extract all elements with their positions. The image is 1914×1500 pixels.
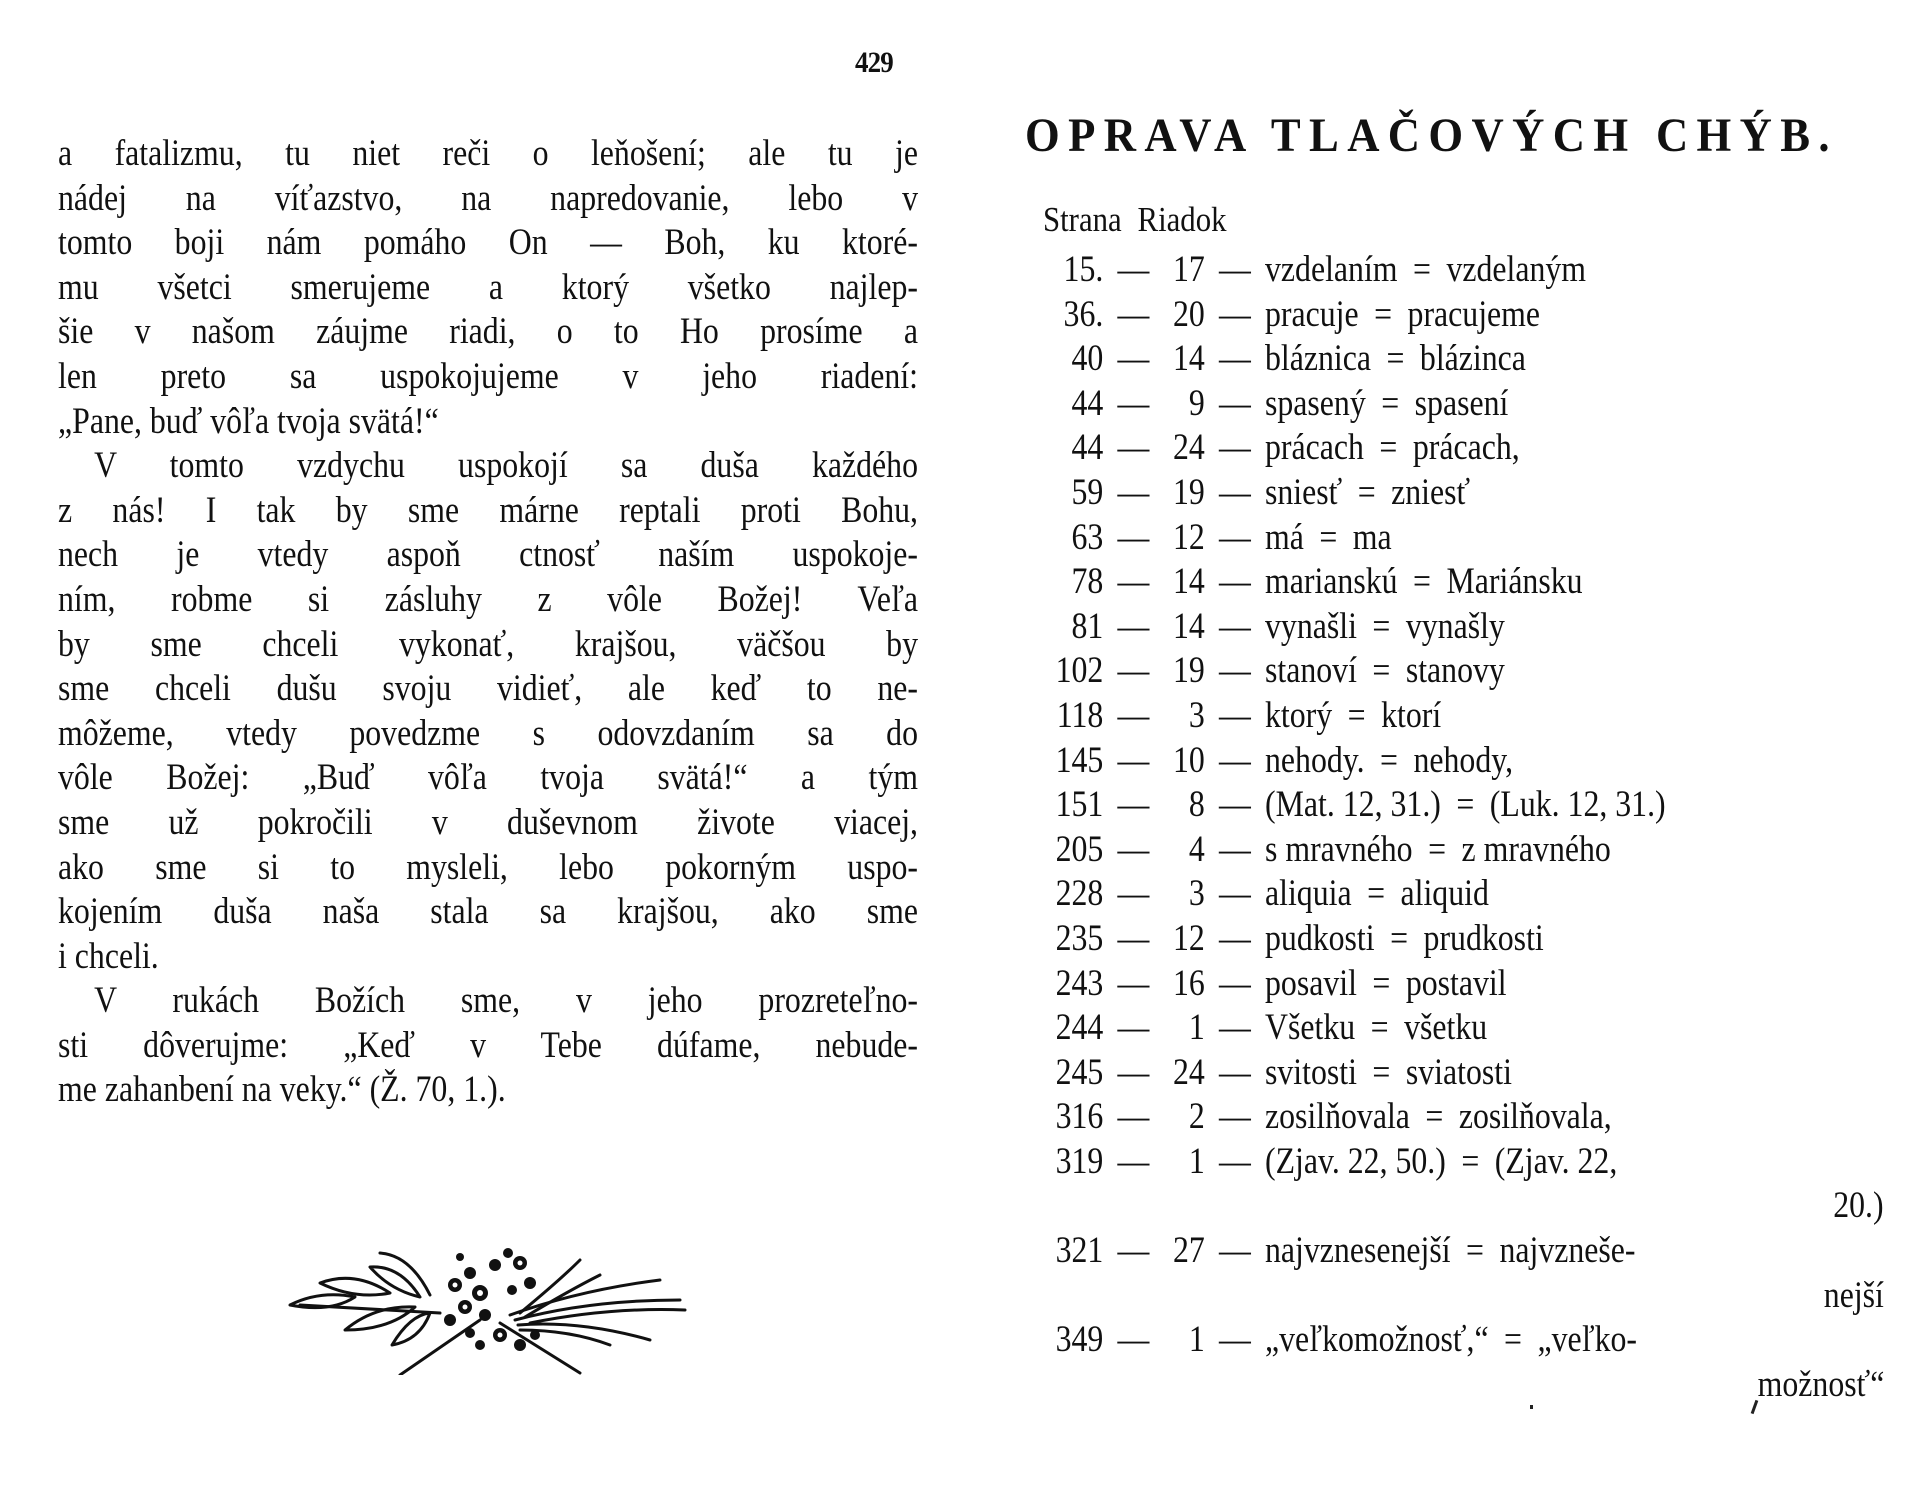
errata-correct-text: aliquid xyxy=(1400,873,1489,915)
errata-correct-text: prácach, xyxy=(1412,427,1520,469)
equals-sign: = xyxy=(1413,249,1431,290)
errata-row xyxy=(1050,1140,1890,1185)
errata-line-number: 4 xyxy=(1188,828,1205,870)
text-line: tomto boji nám pomáho On — Boh, ku ktoré- xyxy=(58,222,918,264)
errata-correct-text: „veľko- xyxy=(1537,1319,1637,1361)
errata-page-number: 205 xyxy=(1055,828,1104,870)
equals-sign: = xyxy=(1428,828,1447,870)
text-line: nech je vtedy aspoň ctnosť naším uspokoje- xyxy=(58,534,918,576)
separator-dash: — xyxy=(1218,382,1251,424)
errata-wrong-text: aliquia xyxy=(1265,873,1352,915)
text-line: V tomto vzdychu uspokojí sa duša každého xyxy=(94,445,918,487)
errata-line-number: 16 xyxy=(1172,962,1205,1004)
separator-dash: — xyxy=(1117,427,1150,469)
separator-dash: — xyxy=(1117,962,1150,1004)
errata-correct-text: Mariánsku xyxy=(1446,561,1583,603)
errata-line-number: 14 xyxy=(1172,605,1205,647)
separator-dash: — xyxy=(1218,1319,1251,1361)
separator-dash: — xyxy=(1218,739,1251,781)
errata-correct-text: vynašly xyxy=(1405,605,1505,647)
text-line: šie v našom záujme riadi, o to Ho prosíme a xyxy=(58,311,918,353)
errata-line-number: 1 xyxy=(1188,1007,1205,1049)
errata-page-number: 102 xyxy=(1055,650,1104,692)
errata-continuation-line xyxy=(1050,1363,1890,1408)
errata-wrong-text: má xyxy=(1265,516,1304,558)
errata-row xyxy=(1050,605,1890,650)
errata-line-number: 1 xyxy=(1188,1319,1205,1361)
separator-dash: — xyxy=(1218,1230,1251,1272)
equals-sign: = xyxy=(1372,962,1391,1004)
floral-ornament-icon xyxy=(280,1235,700,1375)
errata-correct-text: zniesť xyxy=(1391,471,1471,513)
separator-dash: — xyxy=(1117,694,1150,736)
text-line: ním, robme si zásluhy z vôle Božej! Veľa xyxy=(58,578,918,620)
errata-wrong-text: pracuje xyxy=(1265,293,1359,335)
separator-dash: — xyxy=(1117,1051,1150,1093)
errata-page-number: 145 xyxy=(1055,739,1104,781)
errata-row xyxy=(1050,1006,1890,1051)
errata-line-number: 9 xyxy=(1188,382,1205,424)
text-line: môžeme, vtedy povedzme s odovzdaním sa do xyxy=(58,712,918,754)
errata-page-number: 319 xyxy=(1055,1140,1104,1182)
errata-line-number: 2 xyxy=(1188,1096,1205,1138)
equals-sign: = xyxy=(1319,516,1338,558)
text-line: sme chceli dušu svoju vidieť, ale keď to ne- xyxy=(58,668,918,710)
errata-row xyxy=(1050,739,1890,784)
errata-page-number: 59 xyxy=(1071,471,1104,513)
page-number: 429 xyxy=(855,46,893,79)
errata-page-number: 349 xyxy=(1055,1319,1104,1361)
errata-row xyxy=(1050,917,1890,962)
errata-row xyxy=(1050,471,1890,516)
separator-dash: — xyxy=(1117,1140,1150,1182)
equals-sign: = xyxy=(1372,650,1391,692)
equals-sign: = xyxy=(1386,338,1405,380)
separator-dash: — xyxy=(1117,1319,1150,1361)
separator-dash: — xyxy=(1218,1007,1251,1049)
separator-dash: — xyxy=(1117,1230,1150,1272)
errata-continuation-line xyxy=(1050,1184,1890,1229)
equals-sign: = xyxy=(1372,605,1391,647)
errata-page-number: 321 xyxy=(1055,1230,1104,1272)
errata-page-number: 243 xyxy=(1055,962,1104,1004)
print-speck xyxy=(1530,1405,1533,1409)
column-header-line: Riadok xyxy=(1137,200,1227,239)
errata-row xyxy=(1050,872,1890,917)
errata-correct-text-continued: nejší xyxy=(1823,1274,1884,1316)
separator-dash: — xyxy=(1218,561,1251,603)
text-line: ako sme si to mysleli, lebo pokorným uspo- xyxy=(58,846,918,888)
separator-dash: — xyxy=(1218,293,1251,335)
errata-line-number: 14 xyxy=(1172,561,1205,603)
separator-dash: — xyxy=(1117,1096,1150,1138)
errata-row xyxy=(1050,783,1890,828)
errata-row xyxy=(1050,1051,1890,1096)
errata-correct-text-continued: možnosť“ xyxy=(1757,1363,1884,1405)
errata-line-number: 24 xyxy=(1172,1051,1205,1093)
text-line: z nás! I tak by sme márne reptali proti Bohu, xyxy=(58,489,918,531)
errata-page-number: 81 xyxy=(1071,605,1104,647)
separator-dash: — xyxy=(1218,784,1251,826)
text-line: nádej na víťazstvo, na napredovanie, lebo v xyxy=(58,177,918,219)
equals-sign: = xyxy=(1413,561,1431,603)
errata-row xyxy=(1050,293,1890,338)
errata-row xyxy=(1050,828,1890,873)
separator-dash: — xyxy=(1117,917,1150,959)
equals-sign: = xyxy=(1379,427,1398,469)
errata-correct-text: sviatosti xyxy=(1405,1051,1512,1093)
errata-page-number: 44 xyxy=(1071,427,1104,469)
errata-line-number: 3 xyxy=(1188,873,1205,915)
separator-dash: — xyxy=(1218,650,1251,692)
errata-page-number: 245 xyxy=(1055,1051,1104,1093)
separator-dash: — xyxy=(1117,828,1150,870)
errata-row xyxy=(1050,649,1890,694)
errata-row xyxy=(1050,962,1890,1007)
equals-sign: = xyxy=(1372,1051,1391,1093)
errata-wrong-text: posavil xyxy=(1265,962,1357,1004)
errata-line-number: 12 xyxy=(1172,516,1205,558)
text-line: kojením duša naša stala sa krajšou, ako sme xyxy=(58,891,918,933)
errata-wrong-text: vzdelaním xyxy=(1265,249,1398,290)
separator-dash: — xyxy=(1218,873,1251,915)
errata-correct-text: blázinca xyxy=(1419,338,1526,380)
errata-correct-text: stanovy xyxy=(1405,650,1505,692)
errata-line-number: 3 xyxy=(1188,694,1205,736)
errata-line-number: 19 xyxy=(1172,650,1205,692)
errata-correct-text: najvzneše- xyxy=(1499,1230,1636,1272)
errata-correct-text: všetku xyxy=(1404,1007,1488,1049)
errata-wrong-text: nehody. xyxy=(1265,739,1365,781)
errata-page-number: 36. xyxy=(1063,293,1104,335)
errata-wrong-text: ktorý xyxy=(1265,694,1333,736)
errata-row xyxy=(1050,1095,1890,1140)
separator-dash: — xyxy=(1218,694,1251,736)
errata-line-number: 1 xyxy=(1188,1140,1205,1182)
errata-row xyxy=(1050,1318,1890,1363)
errata-correct-text: spasení xyxy=(1414,382,1509,424)
errata-wrong-text: spasený xyxy=(1265,382,1366,424)
equals-sign: = xyxy=(1367,873,1386,915)
errata-wrong-text: prácach xyxy=(1265,427,1364,469)
errata-correct-text: pracujeme xyxy=(1407,293,1541,335)
equals-sign: = xyxy=(1380,739,1399,781)
separator-dash: — xyxy=(1218,516,1251,558)
errata-wrong-text: s mravného xyxy=(1265,828,1413,870)
errata-wrong-text: pudkosti xyxy=(1265,917,1375,959)
separator-dash: — xyxy=(1218,471,1251,513)
left-page-body-text xyxy=(58,132,918,1113)
equals-sign: = xyxy=(1357,471,1376,513)
errata-wrong-text: bláznica xyxy=(1265,338,1371,380)
errata-line-number: 10 xyxy=(1172,739,1205,781)
errata-page-number: 44 xyxy=(1071,382,1104,424)
errata-line-number: 14 xyxy=(1172,338,1205,380)
separator-dash: — xyxy=(1117,293,1150,335)
errata-wrong-text: vynašli xyxy=(1265,605,1357,647)
errata-page-number: 15. xyxy=(1063,249,1104,290)
errata-page-number: 235 xyxy=(1055,917,1104,959)
errata-line-number: 8 xyxy=(1188,784,1205,826)
separator-dash: — xyxy=(1117,650,1150,692)
errata-page-number: 40 xyxy=(1071,338,1104,380)
separator-dash: — xyxy=(1117,338,1150,380)
errata-correct-text: (Luk. 12, 31.) xyxy=(1489,784,1666,826)
errata-wrong-text: (Mat. 12, 31.) xyxy=(1265,784,1441,826)
errata-page-number: 78 xyxy=(1071,561,1104,603)
equals-sign: = xyxy=(1381,382,1400,424)
errata-correct-text: (Zjav. 22, xyxy=(1494,1140,1618,1182)
separator-dash: — xyxy=(1218,427,1251,469)
errata-line-number: 20 xyxy=(1172,293,1205,335)
errata-row xyxy=(1050,694,1890,739)
separator-dash: — xyxy=(1218,962,1251,1004)
errata-wrong-text: Všetku xyxy=(1265,1007,1356,1049)
separator-dash: — xyxy=(1117,1007,1150,1049)
separator-dash: — xyxy=(1218,917,1251,959)
separator-dash: — xyxy=(1117,249,1150,290)
errata-line-number: 24 xyxy=(1172,427,1205,469)
separator-dash: — xyxy=(1117,516,1150,558)
errata-wrong-text: zosilňovala xyxy=(1265,1096,1410,1138)
errata-correct-text: ktorí xyxy=(1381,694,1442,736)
errata-wrong-text: stanoví xyxy=(1265,650,1357,692)
errata-continuation-line xyxy=(1050,1274,1890,1319)
separator-dash: — xyxy=(1117,784,1150,826)
errata-page-number: 244 xyxy=(1055,1007,1104,1049)
errata-page-number: 63 xyxy=(1071,516,1104,558)
equals-sign: = xyxy=(1390,917,1409,959)
errata-line-number: 19 xyxy=(1172,471,1205,513)
errata-row xyxy=(1050,248,1890,293)
errata-row xyxy=(1050,382,1890,427)
text-line: vôle Božej: „Buď vôľa tvoja svätá!“ a tým xyxy=(58,757,918,799)
errata-wrong-text: „veľkomožnosť,“ xyxy=(1265,1319,1489,1361)
equals-sign: = xyxy=(1466,1230,1484,1272)
equals-sign: = xyxy=(1370,1007,1389,1049)
errata-page-number: 228 xyxy=(1055,873,1104,915)
separator-dash: — xyxy=(1117,873,1150,915)
text-line: i chceli. xyxy=(58,935,159,977)
separator-dash: — xyxy=(1117,561,1150,603)
text-line: „Pane, buď vôľa tvoja svätá!“ xyxy=(58,400,439,442)
errata-correct-text: prudkosti xyxy=(1423,917,1544,959)
separator-dash: — xyxy=(1218,338,1251,380)
errata-row xyxy=(1050,516,1890,561)
text-line: by sme chceli vykonať, krajšou, väčšou by xyxy=(58,623,918,665)
errata-wrong-text: marianskú xyxy=(1265,561,1398,603)
errata-row xyxy=(1050,1229,1890,1274)
errata-wrong-text: svitosti xyxy=(1265,1051,1357,1093)
errata-correct-text-continued: 20.) xyxy=(1833,1185,1884,1227)
errata-row xyxy=(1050,560,1890,605)
separator-dash: — xyxy=(1218,249,1251,290)
separator-dash: — xyxy=(1218,605,1251,647)
separator-dash: — xyxy=(1117,382,1150,424)
equals-sign: = xyxy=(1374,293,1393,335)
separator-dash: — xyxy=(1117,605,1150,647)
separator-dash: — xyxy=(1117,471,1150,513)
errata-correct-text: z mravného xyxy=(1461,828,1611,870)
equals-sign: = xyxy=(1456,784,1475,826)
errata-correct-text: nehody, xyxy=(1413,739,1514,781)
separator-dash: — xyxy=(1218,1096,1251,1138)
text-line: sti dôverujme: „Keď v Tebe dúfame, nebude- xyxy=(58,1024,918,1066)
text-line: V rukách Božích sme, v jeho prozreteľno- xyxy=(94,980,918,1022)
errata-table xyxy=(1050,248,1890,1407)
equals-sign: = xyxy=(1425,1096,1444,1138)
errata-correct-text: zosilňovala, xyxy=(1458,1096,1612,1138)
errata-line-number: 17 xyxy=(1172,249,1205,290)
errata-page-number: 118 xyxy=(1056,694,1104,736)
errata-correct-text: ma xyxy=(1352,516,1392,558)
errata-wrong-text: najvznesenejší xyxy=(1265,1230,1451,1272)
equals-sign: = xyxy=(1347,694,1366,736)
text-line: len preto sa uspokojujeme v jeho riadení: xyxy=(58,355,918,397)
separator-dash: — xyxy=(1117,739,1150,781)
errata-wrong-text: (Zjav. 22, 50.) xyxy=(1265,1140,1446,1182)
errata-page-number: 316 xyxy=(1055,1096,1104,1138)
text-line: mu všetci smerujeme a ktorý všetko najlep- xyxy=(58,266,918,308)
errata-correct-text: vzdelaným xyxy=(1446,249,1587,290)
errata-column-headers xyxy=(1043,200,1227,240)
separator-dash: — xyxy=(1218,828,1251,870)
text-line: a fatalizmu, tu niet reči o leňošení; ale tu je xyxy=(58,133,918,174)
errata-line-number: 12 xyxy=(1172,917,1205,959)
errata-row xyxy=(1050,337,1890,382)
errata-wrong-text: sniesť xyxy=(1265,471,1343,513)
separator-dash: — xyxy=(1218,1140,1251,1182)
column-header-page: Strana xyxy=(1043,200,1122,239)
text-line: me zahanbení na veky.“ (Ž. 70, 1.). xyxy=(58,1069,506,1111)
equals-sign: = xyxy=(1461,1140,1480,1182)
errata-heading: OPRAVA TLAČOVÝCH CHÝB. xyxy=(1025,109,1838,162)
text-line: sme už pokročili v duševnom živote viacej, xyxy=(58,801,918,843)
equals-sign: = xyxy=(1504,1319,1523,1361)
errata-page-number: 151 xyxy=(1055,784,1104,826)
errata-correct-text: postavil xyxy=(1405,962,1507,1004)
errata-line-number: 27 xyxy=(1172,1230,1205,1272)
separator-dash: — xyxy=(1218,1051,1251,1093)
errata-row xyxy=(1050,426,1890,471)
